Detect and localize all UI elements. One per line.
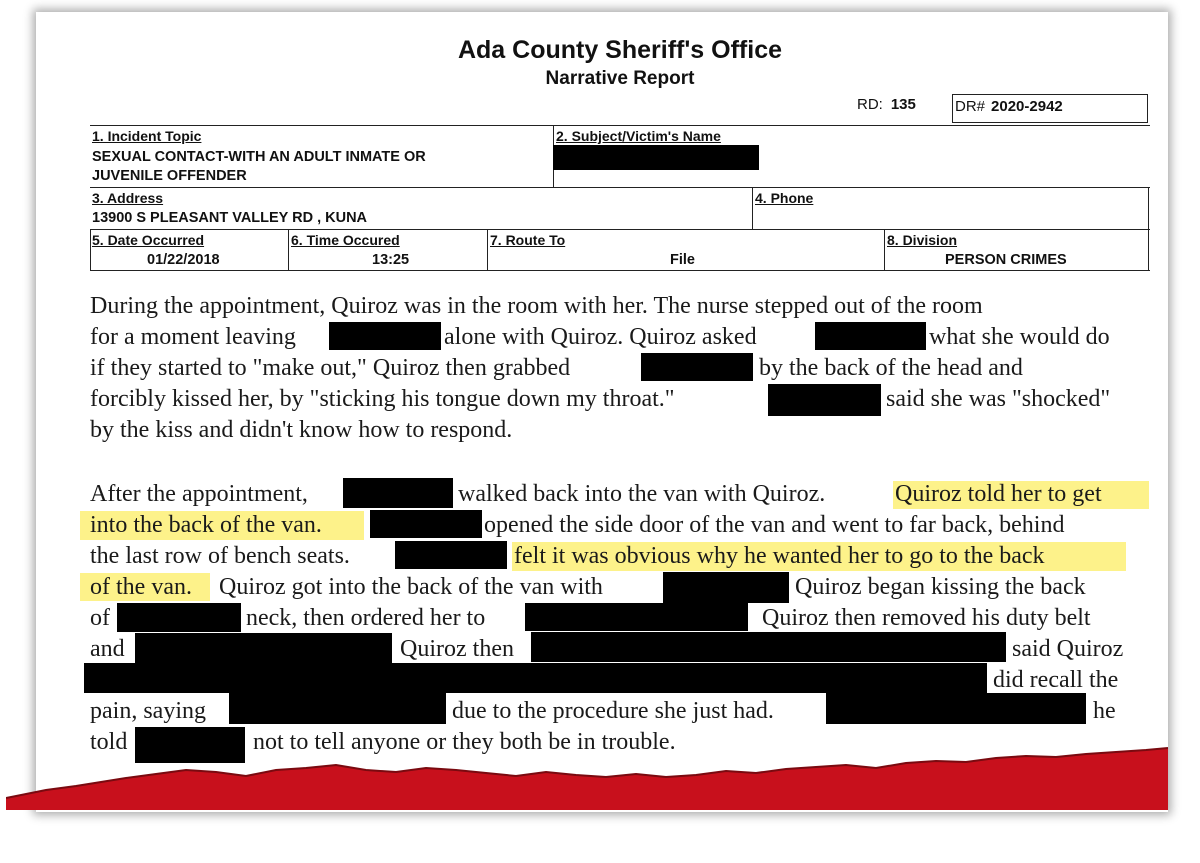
narrative-line: During the appointment, Quiroz was in the room with her. The nurse stepped out of the room	[90, 293, 983, 319]
narrative-line: into the back of the van.	[90, 512, 322, 538]
agency-title: Ada County Sheriff's Office	[457, 36, 783, 64]
address-label: 3. Address	[92, 190, 164, 206]
narrative-line: opened the side door of the van and went to far back, behind	[484, 512, 1065, 538]
narrative-line: told	[90, 729, 128, 755]
date-occurred-label: 5. Date Occurred	[92, 232, 205, 248]
narrative-line: not to tell anyone or they both be in trouble.	[253, 729, 676, 755]
narrative-line: said Quiroz	[1012, 636, 1124, 662]
narrative-line: forcibly kissed her, by "sticking his tongue down my throat."	[90, 386, 675, 412]
narrative-line: by the back of the head and	[759, 355, 1023, 381]
dr-value: 2020-2942	[991, 98, 1063, 115]
narrative-line: and	[90, 636, 125, 662]
narrative-line: After the appointment,	[90, 481, 308, 507]
narrative-line: Quiroz got into the back of the van with	[219, 574, 603, 600]
narrative-line: said she was "shocked"	[886, 386, 1111, 412]
narrative-line: for a moment leaving	[90, 324, 296, 350]
narrative-line: neck, then ordered her to	[246, 605, 486, 631]
narrative-line: what she would do	[929, 324, 1110, 350]
narrative-line: Quiroz began kissing the back	[795, 574, 1086, 600]
address-value: 13900 S PLEASANT VALLEY RD , KUNA	[92, 210, 368, 226]
narrative-line: due to the procedure she just had.	[452, 698, 774, 724]
route-to-value: File	[670, 252, 695, 268]
incident-topic-value-line1: SEXUAL CONTACT-WITH AN ADULT INMATE OR	[92, 149, 426, 165]
division-label: 8. Division	[887, 232, 958, 248]
date-occurred-value: 01/22/2018	[147, 252, 220, 268]
narrative-line: walked back into the van with Quiroz.	[458, 481, 826, 507]
rd-label: RD:	[857, 96, 883, 113]
narrative-line: Quiroz then	[400, 636, 514, 662]
narrative-line: alone with Quiroz. Quiroz asked	[444, 324, 757, 350]
narrative-line: Quiroz told her to get	[895, 481, 1102, 507]
subject-name-label: 2. Subject/Victim's Name	[556, 128, 721, 144]
narrative-line: pain, saying	[90, 698, 206, 724]
narrative-line: he	[1093, 698, 1116, 724]
division-value: PERSON CRIMES	[945, 252, 1067, 268]
phone-label: 4. Phone	[755, 190, 814, 206]
torn-edge-decoration	[6, 0, 1176, 863]
narrative-line: felt it was obvious why he wanted her to go to the back	[514, 543, 1045, 569]
time-occurred-value: 13:25	[372, 252, 410, 268]
narrative-line: of the van.	[90, 574, 192, 600]
time-occurred-label: 6. Time Occured	[291, 232, 400, 248]
narrative-line: of	[90, 605, 110, 631]
route-to-label: 7. Route To	[490, 232, 566, 248]
narrative-line: the last row of bench seats.	[90, 543, 350, 569]
incident-topic-value-line2: JUVENILE OFFENDER	[92, 168, 247, 184]
narrative-line: by the kiss and didn't know how to respond.	[90, 417, 513, 443]
narrative-line: Quiroz then removed his duty belt	[762, 605, 1091, 631]
report-subtitle: Narrative Report	[545, 68, 695, 89]
incident-topic-label: 1. Incident Topic	[92, 128, 202, 144]
dr-label: DR#	[955, 98, 986, 115]
rd-value: 135	[890, 96, 916, 113]
narrative-line: if they started to "make out," Quiroz then grabbed	[90, 355, 571, 381]
narrative-line: did recall the	[993, 667, 1119, 693]
